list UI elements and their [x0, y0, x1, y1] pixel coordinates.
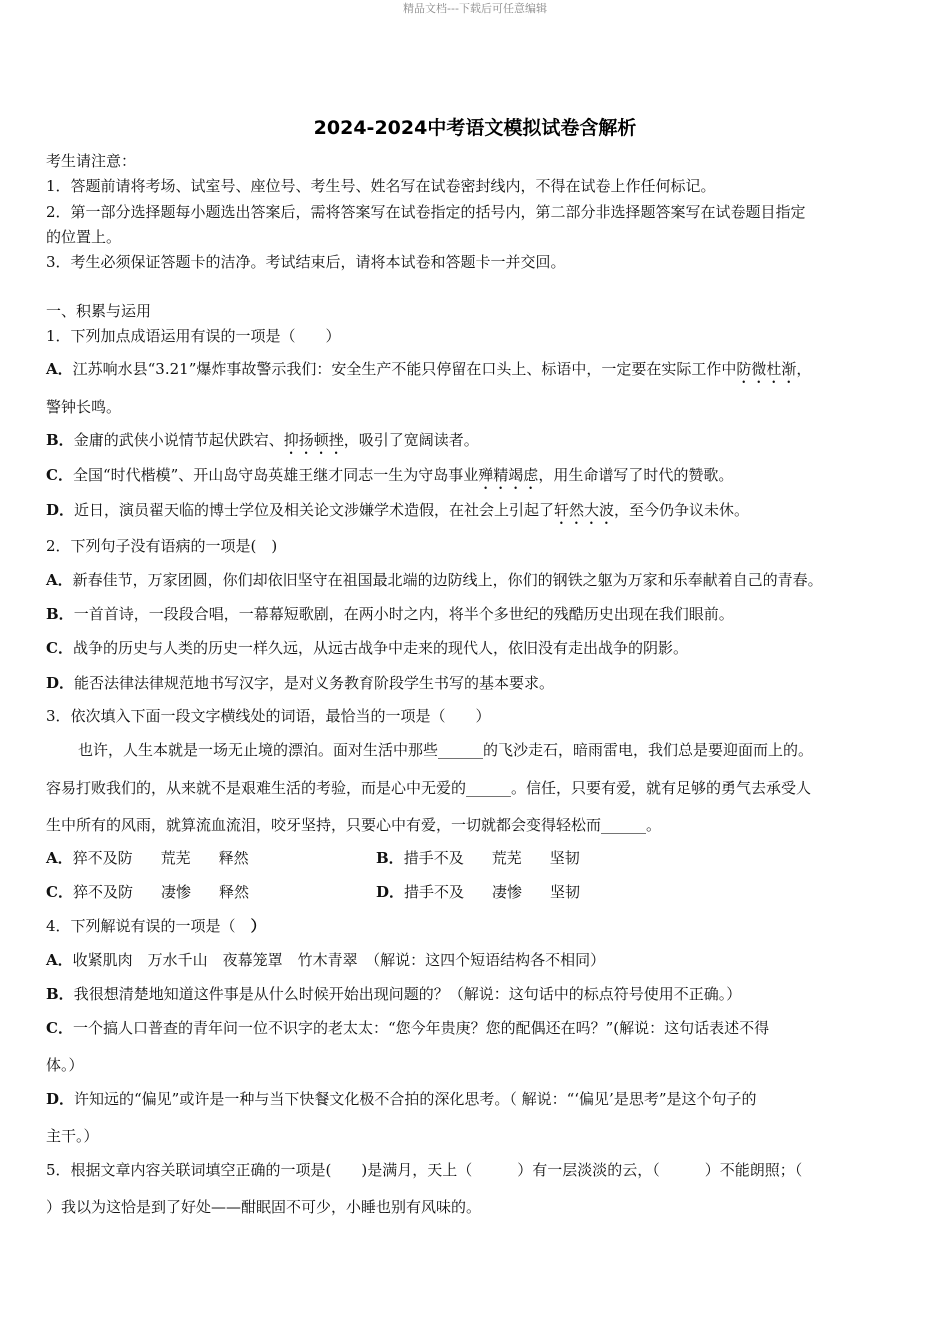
- section-heading: 一、积累与运用: [46, 302, 152, 320]
- option-word: 凄惨: [492, 883, 523, 901]
- option-text: ，: [796, 360, 812, 378]
- question-3-option-b: [376, 848, 580, 868]
- question-1-option-a-cont: 警钟长鸣。: [46, 398, 122, 416]
- header-watermark: 精品文档---下载后可任意编辑: [403, 2, 547, 15]
- option-word: 坚韧: [549, 849, 580, 867]
- option-text: 收紧肌肉 万水千山 夜幕笼罩 竹木青翠 （解说：这四个短语结构各不相同）: [72, 951, 606, 969]
- question-4-option-c-cont: 体。）: [46, 1056, 84, 1074]
- dotted-idiom: 防微杜渐: [736, 360, 797, 378]
- option-word: 凄惨: [160, 883, 191, 901]
- question-2-option-c: [46, 638, 688, 658]
- option-label: D．: [46, 1090, 75, 1108]
- question-3-option-d: [376, 882, 580, 902]
- question-1-stem: 1．下列加点成语运用有误的一项是（ ）: [46, 327, 341, 345]
- option-text: 一个搞人口普查的青年问一位不识字的老太太：“您今年贵庚？您的配偶还在吗？”(解说：这句话表述不得: [72, 1019, 770, 1037]
- option-word: 荒芜: [491, 849, 522, 867]
- question-4-stem-end: ）: [250, 917, 266, 935]
- option-label: C．: [46, 466, 73, 484]
- option-label: B．: [46, 985, 74, 1003]
- page-title: 2024-2024中考语文模拟试卷含解析: [313, 117, 637, 139]
- option-label: D．: [46, 501, 75, 519]
- question-2-stem: 2．下列句子没有语病的一项是( ): [46, 537, 278, 555]
- option-word: 坚韧: [550, 883, 581, 901]
- question-4-stem-text: 4．下列解说有误的一项是（: [46, 917, 236, 935]
- option-word: 释然: [218, 883, 249, 901]
- option-label: A．: [46, 571, 73, 589]
- option-text: 一首首诗，一段段合唱，一幕幕短歌剧，在两小时之内，将半个多世纪的残酷历史出现在我们眼前。: [73, 605, 734, 623]
- option-text: 江苏响水县“3.21”爆炸事故警示我们：安全生产不能只停留在口头上、标语中，一定要在实际工作中: [72, 360, 737, 378]
- option-label: C．: [46, 639, 73, 657]
- option-label: B．: [46, 605, 74, 623]
- option-word: 措手不及: [403, 849, 464, 867]
- option-word: 措手不及: [404, 883, 465, 901]
- option-word: 猝不及防: [72, 883, 133, 901]
- option-text: 近日，演员翟天临的博士学位及相关论文涉嫌学术造假，在社会上引起了: [74, 501, 555, 519]
- question-1-option-b: [46, 430, 479, 458]
- option-label: B．: [46, 431, 74, 449]
- question-1-option-a: [46, 359, 811, 387]
- option-label: A．: [46, 951, 73, 969]
- question-5-line-2: ）我以为这恰是到了好处——酣眠固不可少，小睡也别有风味的。: [46, 1198, 482, 1216]
- question-3-passage-3: 生中所有的风雨，就算流血流泪，咬牙坚持，只要心中有爱，一切就都会变得轻松而______。: [46, 816, 662, 834]
- dotted-idiom: 抑扬顿挫: [283, 431, 344, 449]
- notice-item-1: 1．答题前请将考场、试室号、座位号、考生号、姓名写在试卷密封线内，不得在试卷上作任何标记。: [46, 177, 716, 195]
- option-text: ，吸引了宽阔读者。: [343, 431, 479, 449]
- notice-item-2: 2．第一部分选择题每小题选出答案后，需将答案写在试卷指定的括号内，第二部分非选择题答案写在试卷题目指定: [46, 203, 806, 221]
- option-label: C．: [46, 1019, 73, 1037]
- question-2-option-a: [46, 570, 823, 590]
- question-1-option-d: [46, 500, 749, 528]
- question-3-option-a: [46, 848, 249, 868]
- question-1-option-c: [46, 465, 733, 493]
- option-text: 战争的历史与人类的历史一样久远，从远古战争中走来的现代人，依旧没有走出战争的阴影。: [72, 639, 688, 657]
- question-2-option-d: [46, 673, 554, 693]
- question-4-option-c: [46, 1018, 769, 1038]
- question-4-option-d-cont: 主干。）: [46, 1127, 99, 1145]
- option-label: D．: [376, 883, 405, 901]
- option-label: B．: [376, 849, 404, 867]
- question-4-stem: [46, 916, 266, 936]
- option-text: ，用生命谱写了时代的赞歌。: [538, 466, 734, 484]
- notice-item-3: 3．考生必须保证答题卡的洁净。考试结束后，请将本试卷和答题卡一并交回。: [46, 253, 566, 271]
- question-2-option-b: [46, 604, 734, 624]
- notice-heading: 考生请注意：: [46, 152, 137, 170]
- option-label: A．: [46, 360, 73, 378]
- question-4-option-a: [46, 950, 605, 970]
- question-3-stem: 3．依次填入下面一段文字横线处的词语，最恰当的一项是（ ）: [46, 707, 491, 725]
- option-text: 新春佳节，万家团圆，你们却依旧坚守在祖国最北端的边防线上，你们的钢铁之躯为万家和乐奉献着自己的青春。: [72, 571, 823, 589]
- question-3-passage-2: 容易打败我们的，从来就不是艰难生活的考验，而是心中无爱的______。信任，只要有爱，就有足够的勇气去承受人: [46, 779, 812, 797]
- option-text: 我很想清楚地知道这件事是从什么时候开始出现问题的？（解说：这句话中的标点符号使用不正确。）: [73, 985, 742, 1003]
- question-3-passage-1: 也许，人生本就是一场无止境的漂泊。面对生活中那些______的飞沙走石，暗雨雷电，我们总是要迎面而上的。: [78, 741, 814, 759]
- option-label: C．: [46, 883, 73, 901]
- option-word: 释然: [218, 849, 249, 867]
- question-5-line-1: 5．根据文章内容关联词填空正确的一项是( )是满月，天上（ ）有一层淡淡的云，（ ）不能朗照；（: [46, 1161, 803, 1179]
- option-text: 全国“时代楷模”、开山岛守岛英雄王继才同志一生为守岛事业: [72, 466, 479, 484]
- option-label: A．: [46, 849, 73, 867]
- dotted-idiom: 轩然大波: [554, 501, 615, 519]
- option-text: ，至今仍争议未休。: [614, 501, 750, 519]
- question-4-option-d: [46, 1089, 757, 1109]
- notice-item-2-cont: 的位置上。: [46, 228, 122, 246]
- question-4-option-b: [46, 984, 741, 1004]
- option-word: 猝不及防: [72, 849, 133, 867]
- option-text: 能否法律法律规范地书写汉字，是对义务教育阶段学生书写的基本要求。: [74, 674, 555, 692]
- option-word: 荒芜: [160, 849, 191, 867]
- option-label: D．: [46, 674, 75, 692]
- question-3-option-c: [46, 882, 249, 902]
- dotted-idiom: 殚精竭虑: [478, 466, 539, 484]
- option-text: 许知远的“偏见”或许是一种与当下快餐文化极不合拍的深化思考。（ 解说：“‘偏见’是思考”是这个句子的: [74, 1090, 757, 1108]
- option-text: 金庸的武侠小说情节起伏跌宕、: [73, 431, 284, 449]
